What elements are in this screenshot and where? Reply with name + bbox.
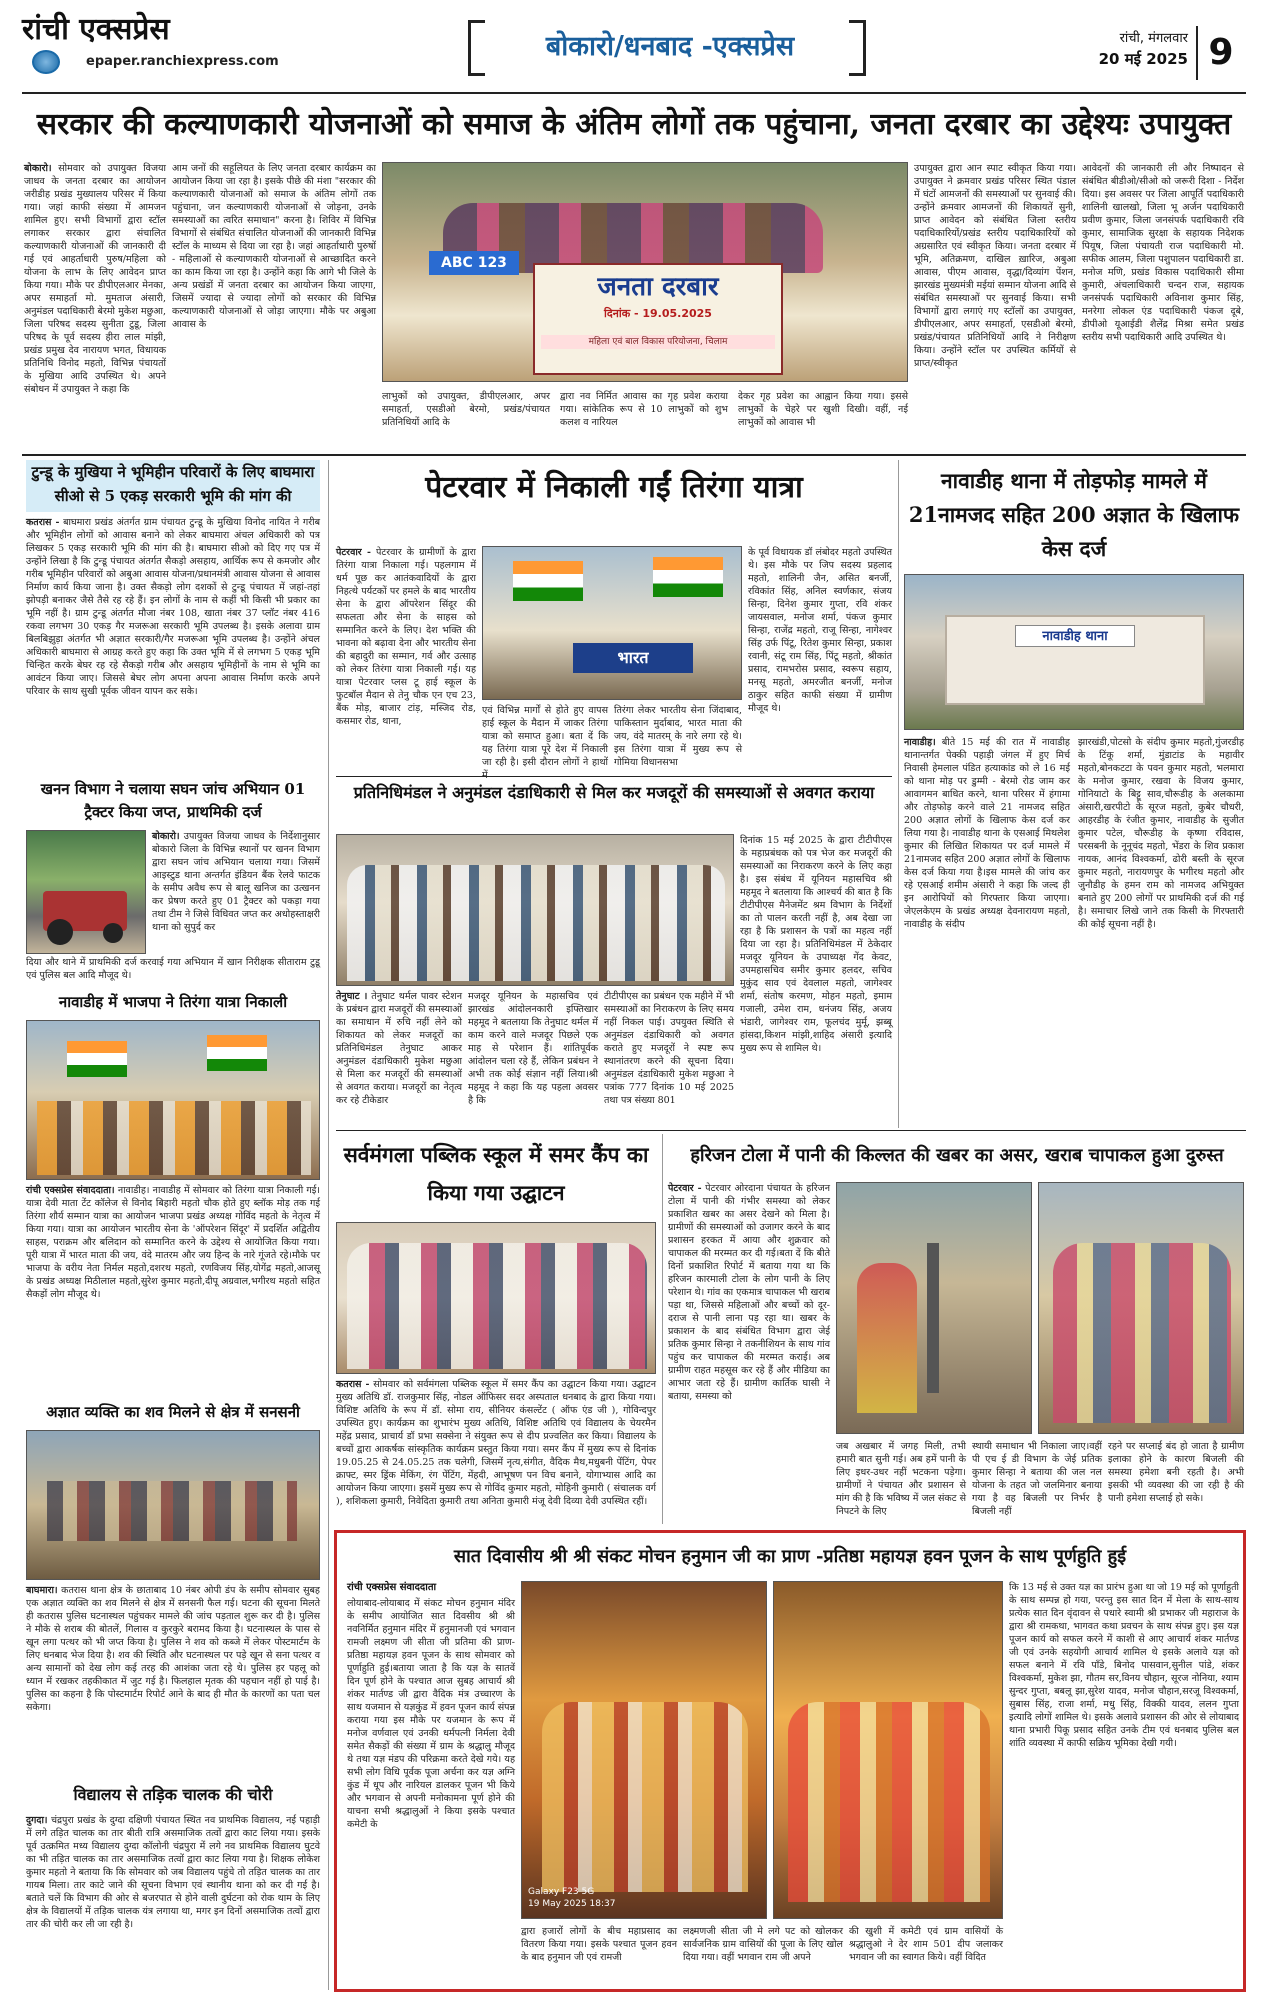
harijan-under-2: स्थायी समाधान भी निकाला जाए।वहीं पी एच ई डी विभाग के जेई प्रतिक कुमार सिन्हा ने बताया की जल नल योजना के तहत जो जलमिनार बनाया गया है वह बिजली पर निर्भर है बिजली नहीं <box>972 1441 1102 1517</box>
shav-photo <box>26 1430 320 1580</box>
tundu-body <box>26 516 320 776</box>
lead-col-4: आवेदनों की जानकारी ली और निष्पादन से संबंधित बीडीओ/सीओ को जरूरी दिशा - निर्देश दिया। इस अवसर पर जिला आपूर्ति पदाधिकारी शालिनी खालखो, जिला भू अर्जन पदाधिकारी प्रवीण कुमार, जिला जनसंपर्क पदाधिकारी रवि कुमार, सामाजिक सुरक्षा के सहायक निदेशक पियूष, जिला पंचायती राज पदाधिकारी मो. सफीक आलम, जिला पशुपालन पदाधिकारी डा. मनोज मणि, प्रखंड विकास पदाधिकारी सीमा कुमारी, अंचलाधिकारी चन्दन राज, सहायक जनसंपर्क पदाधिकारी अविनाश कुमार सिंह, मनरेगा लोकल एंड पदाधिकारी पंकज दूबे, डीपीओ यूआईडी शैलेंद्र मिश्रा समेत प्रखंड स्तरीय सभी पदाधिकारी आदि उपस्थित थे। <box>1082 163 1244 343</box>
section-banner <box>468 20 866 76</box>
left-column <box>22 460 324 1990</box>
navadih-col-1 <box>904 736 1070 1126</box>
sarvamangala-text: सोमवार को सर्वमंगला पब्लिक स्कूल में समर कैंप का उद्घाटन किया गया। उद्घाटन मुख्य अतिथि डॉ. राजकुमार सिंह, नोडल ऑफिसर सदर अस्पताल धनबाद के द्वारा किया गया। विशिष्ट अतिथि के रूप में डॉ. सोमा राय, सीनियर कंसल्टेंट ( ऑफ एंड जी ), गोविन्दपुर उपस्थित हुए। कार्यक्रम का शुभारंभ मुख्य अतिथि, विशिष्ट अतिथि एवं विद्यालय के चेयरमैन महेंद्र प्रसाद, प्राचार्य डॉ प्रभा सक्सेना ने संयुक्त रूप से दीप प्रज्वलित कर किया। विद्यालय के बच्चों द्वारा आकर्षक सांस्कृतिक कार्यक्रम प्रस्तुत किया गया। समर कैंप में मुख्य रूप से दिनांक 19.05.25 से 24.05.25 तक चलेगी, जिसमें नृत्य,संगीत, वैदिक मैथ,मधुबनी पेंटिंग, पेपर क्राफ्ट, स्मर ड्रिंक मेकिंग, रंग पेंटिंग, मेंहदी, आभूषण पन विच बनाने, योगाभ्यास आदि का आयोजन किया जाएगा। इसमें मुख्य रूप से गोविंद कुमार महतो, मोहिनी कुमारी ( संचालक वर्ग ), शशिकला कुमारी, निवेदिता कुमारी तथा अनिता कुमारी मंजू देवी दिव्या देवी उपस्थित रहीं। <box>336 1379 656 1507</box>
shav-crowd <box>47 1481 297 1541</box>
school-headline: विद्यालय से तड़िक चालक की चोरी <box>73 1785 273 1804</box>
harijan-dateline: पेटरवार - <box>668 1183 702 1194</box>
navadih-col-2: झारखंडी,पोटसो के संदीप कुमार महतो,गुंजरडीह के टिंकू शर्मा, मुंडाटांड के महावीर महतो,बोनकटटा के पवन कुमार महतो, भलमारा के मनोज कुमार, रखवा के विजय कुमार, गोनियाटो के बिट्टू साव,चौरूडीह के अलकामा अंसारी,खरपीटो के सूरज महतो, कुबेर चौधरी, आहरडीह के रंजीत कुमार, नावाडीह के सुजीत कुमार पटेल, चौरूडीह के कृष्णा रविदास, परसबनी के नूनूचंद महतो, भेंडरा के शिव प्रकाश नायक, आनंद विश्वकर्मा, ढोरी बस्ती के सूरज कुमार महतो, नारायणपुर के भगीरथ महतो और जुनौडीह के हमन राम को नामजद अभियुक्त बनाते हुए 200 लोगों पर प्राथमिकी दर्ज की गई है। समाचार लिखे जाने तक किसी के गिरफ्तारी की कोई सूचना नहीं है। <box>1078 737 1244 930</box>
hanuman-under-3: की खुशी में कमेटी एवं ग्राम वासियों के श्रद्धालुओ ने देर शाम 501 दीप जलाकर भगवान जी का स्वागत किये। वहीं विदित <box>849 1926 1003 1963</box>
lead-col-3: उपायुक्त द्वारा आन स्पाट स्वीकृत किया गया। उपायुक्त ने क्रमवार प्रखंड परिसर स्थित पंडाल में घंटों आमजनों की समस्याओं पर सुनवाई की। उन्होंने क्रमवार आमजनों की शिकायतें सुनी, प्राप्त आवेदन को संबंधित जिला स्तरीय पदाधिकारियों/प्रखंड स्तरीय पदाधिकारियों को अग्रसारित एवं स्वीकृत किया। जनता दरबार में भूमि, अतिक्रमण, दाखिल ख़ारिज, अबुआ आवास, पीएम आवास, वृद्धा/दिव्यांग पेंशन, झारखंड मुख्यमंत्री मईयां सम्मान योजना आदि से संबंधित समस्याओं पर सुनवाई किया। सभी विभागों द्वारा लगाएं गए स्टॉलों का उपायुक्त, डीपीएलआर, अपर समाहर्ता, एसडीओ बेरमो, प्रखंड/पंचायत प्रतिनिधियों आदि ने निरीक्षण किया। उन्होंने स्टॉल पर उपस्थित कर्मियों से प्राप्त/स्वीकृत <box>914 163 1077 369</box>
hanuman-byline: रांची एक्सप्रेस संवाददाता <box>347 1582 437 1593</box>
issue-city-day: रांची, मंगलवार <box>1119 31 1188 46</box>
mazdoor-col-2: मजदूर यूनियन के महासचिव एवं झारखंड आंदोलनकारी इफ्तिखार महमूद ने बतलाया कि तेनुघाट थर्मल में काम करने वाले मजदूर पिछले एक माह से परेशान हैं। शांतिपूर्वक आंदोलन चला रहे हैं, लेकिन प्रबंधन ने अभी तक कोई संज्ञान नहीं लिया।श्री महमूद ने कहा कि यह पहला अवसर है कि <box>468 991 598 1106</box>
paper-name: रांची एक्सप्रेस <box>22 12 170 47</box>
tiranga-headline: पेटरवार में निकाली गईं तिरंगा यात्रा <box>425 470 803 505</box>
khanan-headline: खनन विभाग ने चलाया सघन जांच अभियान 01 ट्रैक्टर किया जप्त, प्राथमिकी दर्ज <box>40 780 306 821</box>
bjp-body <box>26 1184 320 1392</box>
masthead <box>0 0 1268 92</box>
lead-headline: सरकार की कल्याणकारी योजनाओं को समाज के अंतिम लोगों तक पहुंचाना, जनता दरबार का उद्देश्यः उपायुक्त <box>36 107 1232 142</box>
shav-headline: अज्ञात व्यक्ति का शव मिलने से क्षेत्र में सनसनी <box>46 1403 300 1421</box>
lead-photo <box>382 162 908 382</box>
tiranga-flag-2 <box>653 557 723 597</box>
tiranga-col-1 <box>336 546 476 772</box>
bjp-headline: नावाडीह में भाजपा ने तिरंगा यात्रा निकाली <box>58 993 288 1011</box>
tiranga-col-3: के पूर्व विधायक डॉ लंबोदर महतो उपस्थित थे। इस मौके पर जिप सदस्य प्रहलाद महतो, शालिनी जैन, असित बनर्जी, रविकांत सिंह, अनिल स्वर्णकार, संजय सिन्हा, दिनेश कुमार गुप्ता, रवि शंकर जायसवाल, मनोज शर्मा, पंकज कुमार सिन्हा, राजेंद्र महतो, राजू सिन्हा, नागेश्वर सिंह उर्फ पिंटू, रितेश कुमार सिन्हा, प्रकाश रवानी, संटू राम सिंह, पिंटू महतो, श्रीकांत प्रसाद, रामभरोस प्रसाद, स्वरूप सहाय, मनसू महतो, अमरजीत बनर्जी, मनोज ठाकुर सहित काफी संख्या में ग्रामीण मौजूद थे। <box>748 547 892 714</box>
issue-date: 20 मई 2025 <box>1098 50 1188 68</box>
harijan-handpump <box>927 1243 939 1393</box>
lead-photo-date: दिनांक - 19.05.2025 <box>604 307 712 320</box>
thana-sign: नावाडीह थाना <box>1015 625 1135 647</box>
mazdoor-col-1 <box>336 990 462 1126</box>
lead-photo-sub: महिला एवं बाल विकास परियोजना, चिलाम <box>541 335 775 349</box>
harijan-headline: हरिजन टोला में पानी की किल्लत की खबर का असर, खराब चापाकल हुआ दुरुस्त <box>690 1145 1224 1166</box>
page-number: 9 <box>1196 26 1244 80</box>
khanan-photo <box>26 830 146 954</box>
lead-photo-banner: जनता दरबार <box>597 272 719 302</box>
tiranga-col-1-text: पेटरवार के ग्रामीणों के द्वारा तिरंगा यात्रा निकाला गई। पहलगाम में धर्म पूछ कर आतंकवादियों के द्वारा निहत्थे पर्यटकों पर हमले के बाद भारतीय सेना के द्वारा ऑपरेशन सिंदूर की सफलता और सेना के साहस को सम्मानित करने के लिए। देश भक्ति की भावना को बढ़ावा देना और भारतीय सेना की बहादुरी का सम्मान, गर्व और उत्साह को लेकर तिरंगा यात्रा निकाली गई। यह यात्रा पेटरवार प्लस टू हाई स्कूल के फुटबॉल मैदान से तेनु चौक एन एच 23, बैंक मोड़, बाजार टांड़, मस्जिद रोड, कसमार रोड, थाना, <box>336 547 476 727</box>
sarvamangala-dateline: कतरास - <box>336 1379 370 1390</box>
sarvamangala-group <box>347 1243 647 1369</box>
mazdoor-dateline: तेनुघाट । <box>336 991 368 1002</box>
tundu-dateline: कतरास - <box>26 517 60 528</box>
lead-under-3: देकर गृह प्रवेश का आह्वान किया गया। इससे लाभुकों के चेहरे पर खुशी दिखी। वहीं, नई लाभुकों को आवास भी <box>738 391 908 428</box>
hanuman-under-1: द्वारा हजारों लोगों के बीच महाप्रसाद का वितरण किया गया। इसके पश्चात पूजन हवन के बाद हनुमान जी एवं रामजी <box>521 1926 677 1963</box>
tundu-headline: टुन्डू के मुखिया ने भूमिहीन परिवारों के लिए बाघमारा सीओ से 5 एकड़ सरकारी भूमि की मांग की <box>26 460 320 512</box>
harijan-divider <box>662 1134 663 1524</box>
hanuman-photo-1 <box>521 1581 767 1919</box>
lead-col-1-text: सोमवार को उपायुक्त विजया जाधव के जनता दरबार का आयोजन जरीडीह प्रखंड मुख्यालय परिसर में किया गया। जहां काफी संख्या में आमजन शामिल हुए। सभी विभागों द्वारा स्टॉल लगाकर सरकार द्वारा संचालित कल्याणकारी योजनाओं की जानकारी दी गई एवं आहर्ताधारी पुरुष/महिला को योजना के लाभ के लिए आवेदन प्राप्त किया गया। मौके पर डीपीएलआर मेनका, अपर समाहर्ता मो. मुमताज अंसारी, अनुमंडल पदाधिकारी बेरमो मुकेश मछुआ, जिला परिषद सदस्य सुनीता टुडू, जिला परिषद के पूर्व सदस्य हीरा लाल मांझी, प्रखंड प्रमुख देव नारायण भगत, विधायक प्रतिनिधि विनोद महतो, विभिन्न पंचायतों के मुखिया आदि उपस्थित थे। अपने संबोधन में उपायुक्त ने कहा कि <box>24 163 166 395</box>
mazdoor-headline: प्रतिनिधिमंडल ने अनुमंडल दंडाधिकारी से मिल कर मजदूरों की समस्याओं से अवगत कराया <box>353 783 875 802</box>
hanuman-box <box>334 1530 1246 1992</box>
tiranga-dateline: पेटरवार - <box>336 547 371 558</box>
sarvamangala-body <box>336 1378 656 1522</box>
lead-photo-board <box>533 263 783 375</box>
mazdoor-col-4: दिनांक 15 मई 2025 के द्वारा टीटीपीएस के महाप्रबंधक को पत्र भेज कर मजदूरों की समस्याओं का निराकरण करने के लिए कहा है। इस संबंध में यूनियन महासचिव श्री महमूद ने बतलाया कि आश्चर्य की बात है कि टीटीपीएस मैनेजमेंट श्रम विभाग के निर्देशों का तो पालन करती नहीं है, अब देखा जा रहा है कि प्रशासन के पत्रों का महत्व नहीं दिया जा रहा है। प्रतिनिधिमंडल में ठेकेदार मजदूर यूनियन के उपाध्यक्ष गेंद केवट, उपमहासचिव समीर कुमार हलदर, सचिव मुकुंद साव एवं देवलाल महतो, जागेश्वर शर्मा, संतोष करमण, मोहन महतो, इमाम गजाली, उमेश राम, धनंजय सिंह, अजय भंडारी, जागेश्वर राम, फूलचंद मुर्मू, झब्बू हांसदा,किशन मांझी,शाहिद अंसारी इत्यादि मुख्य रूप से शामिल थे। <box>740 835 892 1054</box>
hanuman-photo-watermark: Galaxy F23 5G 19 May 2025 18:37 <box>528 1887 616 1909</box>
mid-rule <box>336 1130 1246 1131</box>
lead-under-1: लाभुकों को उपायुक्त, डीपीएलआर, अपर समाहर्ता, एसडीओ बेरमो, प्रखंड/पंचायत प्रतिनिधियों आदि के <box>382 391 550 428</box>
left-divider <box>328 460 329 1990</box>
navadih-photo <box>904 574 1244 730</box>
paper-logo <box>22 10 322 80</box>
mazdoor-group <box>347 865 725 981</box>
tractor-wheel <box>47 919 73 945</box>
hanuman-body: लोयाबाद-लोयाबाद में संकट मोचन हनुमान मंदिर के समीप आयोजित सात दिवसीय श्री श्री नवनिर्मित हनुमान मंदिर में हनुमानजी एवं भगवान रामजी लक्ष्मण जी सीता जी प्रतिमा की प्राण-प्रतिष्ठा महायज्ञ हवन पूजन के साथ सोमवार को पूर्णाहुति हुई।बताया जाता है कि यज्ञ के सातवें दिन पूर्ण होने के पश्चात आज सुबह आचार्य श्री शंकर मार्तण्ड जी द्वारा वैदिक मंत्र उच्चारण के साथ यजमान से यज्ञकुंड में हवन पूजन कार्य संपन्न कराया गया इस मौके पर यजमान के रूप में मनोज वर्णवाल एवं उनकी धर्मपत्नी निर्मला देवी समेत सैकड़ों की संख्या में ग्राम के श्रद्धालु मौजूद थे तथा यज्ञ मंडप की परिक्रमा करते देखे गये। यह सभी लोग विधि पूर्वक पूजा अर्चना कर यज्ञ अग्नि कुंड में धूप और नारियल डालकर पूजन भी किये और भगवान से अपनी मनोकामना पूर्ण होने की याचना सभी श्रद्धालुओं ने किया इसके पश्चात कमेटी के <box>347 1598 515 1830</box>
masthead-rule <box>22 92 1246 94</box>
bjp-crowd <box>37 1101 311 1175</box>
tractor-wheel-2 <box>103 923 123 943</box>
mazdoor-top-rule <box>336 776 892 777</box>
harijan-under-3: रहने पर सप्लाई बंद हो जाता है ग्रामीण इलाका होने के कारण बिजली की समस्या हमेशा बनी रहती है। अभी इसकी भी व्यवस्था की जा रही है की पानी हमेशा सप्लाई हो सके। <box>1108 1441 1244 1504</box>
hanuman-under-2: लक्ष्मणजी सीता जी मे लगे पट को खोलकर सार्वजनिक ग्राम वासियों की पूजा के लिए खोल दिया गया। वहीं भगवान राम जी अपने <box>683 1926 843 1963</box>
harijan-women <box>857 1263 917 1413</box>
mazdoor-col-3: टीटीपीएस का प्रबंधन एक महीने में भी समस्याओं का निराकरण के लिए समय नहीं निकल पाई। उपयुक्त स्थिति से अनुमंडल दंडाधिकारी को अवगत कराते हुए मजदूरों ने स्पष्ट रूप स्थानांतरण करने की सूचना दिया। अनुमंडल दंडाधिकारी मुकेश मछुआ ने पत्रांक 777 दिनांक 10 मई 2025 तथा पत्र संख्या 801 <box>604 991 734 1106</box>
tundu-text: बाघमारा प्रखंड अंतर्गत ग्राम पंचायत टुन्डू के मुखिया विनोद नायित ने गरीब और भूमिहीन लोगों को आवास बनाने को लेकर बाघमारा अंचल अधिकारी को पत्र लिखकर 5 एकड़ सरकारी भूमि की मांग की है। बाघमारा सीओ को दिए गए पत्र में उन्होंने लिखा है कि टुन्डू पंचायत अंतर्गत सैकड़ो असहाय, आर्थिक रूप से कमजोर और गरीब भूमिहीन परिवारों को अबुआ आवास योजना/प्रधानमंत्री आवास योजना से आवास निर्माण कार्य किया जाना है। उक्त सैकड़ो लोग दशकों से टुन्डू पंचायत में जहां-तहां झोपड़ी बनाकर जैसे तैसे रह रहे हैं। इन लोगों के नाम से कहीं भी किसी भी प्रकार का भूमि नहीं है। ग्राम टुन्डू अंतर्गत मौजा नंबर 108, खाता नंबर 37 प्लॉट नंबर 416 रकवा लगभग 30 एकड़ गैर मजरूआ सरकारी भूमि उपलब्ध है। इसके अलावा ग्राम बिलबिझुड़ा अंतर्गत भी अज्ञात सरकारी/गैर मजरूआ भूमि उपलब्ध है। उन्होंने अंचल अधिकारी बाघमारा से आग्रह करते हुए कहा कि उक्त भूमि में से लगभग 5 एकड़ भूमि चिन्हित करके बेघर रह रहे सैकड़ो गरीब और असहाय भूमिहीनों के नाम से भूमि का आवंटन किया जाए। जिससे बेघर लोग अपना अपना आवास निर्माण करके अपने परिवार के साथ सुखी पूर्वक जीवन यापन कर सके। <box>26 517 320 697</box>
lead-under-2: द्वारा नव निर्मित आवास का गृह प्रवेश कराया गया। सांकेतिक रूप से 10 लाभुकों को शुभ कलश व नारियल <box>560 391 728 428</box>
shav-dateline: बाघमारा। <box>26 1585 58 1596</box>
mazdoor-photo <box>336 834 734 986</box>
khanan-body-bottom: दिया और थाने में प्राथमिकी दर्ज करवाई गया अभियान में खान निरीक्षक सीताराम टुडू एवं पुलिस बल आदि मौजूद थे। <box>26 957 320 981</box>
navadih-col-1-text: बीते 15 मई की रात में नावाडीह थानान्तर्गत पेक्की पहाड़ी जंगल में हुए मिर्च निवासी हेमलाल पंडित हत्याकांड को ले 16 मई को थाना मोड़ पर डुम्मी - बेरमो रोड जाम कर आवागमन बाधित करने, थाना परिसर में हंगामा और तोड़फोड़ करने वाले 21 नामजद सहित 200 अज्ञात लोगों के खिलाफ केस दर्ज कर लिया गया है। नावाडीह थाना के एसआई मिथलेश कुमार की लिखित शिकायत पर दर्ज मामले में 21नामजद सहित 200 अज्ञात लोगों के खिलाफ केस दर्ज किया गया है।इस मामले की जांच कर रहे एसआई शमीम अंसारी ने कहा कि जल्द ही इन आरोपियों को गिरफ्तार किया जाएगा। जेएलकेएम के प्रखंड अध्यक्ष देवनारायण महतो, नावाडीह के संदीप <box>904 737 1070 930</box>
sarvamangala-photo <box>336 1222 656 1374</box>
lead-col-2: आम जनों की सहूलियत के लिए जनता दरबार कार्यक्रम का आयोजन किया जा रहा है। इसके पीछे की मंशा "सरकार की कल्याणकारी योजनाओं को समाज के अंतिम लोगों तक पहुंचाना, जन कल्याणकारी योजनाओं से जोड़ना, उनके समस्याओं का त्वरित समाधान" करना है। शिविर में विभिन्न विभागों से संबंधित संचालित योजनाओं की जानकारी विभिन्न स्टॉल के माध्यम से दिया जा रहा है। जहां आहर्ताधारी पुरुषों - महिलाओं से कल्याणकारी योजनाओं से आच्छादित करने का काम किया जा रहा है। उन्होंने कहा कि आगे भी जिले के अन्य प्रखंडों में जनता दरबार का आयोजन किया जाएगा, जिसमें ज्यादा से ज्यादा लोगों को सरकार की विभिन्न कल्याणकारी योजनाओं से जोड़ा जाएगा। मौके पर अबुआ आवास के <box>172 163 376 330</box>
school-text: चंद्रपुरा प्रखंड के दुग्दा दक्षिणी पंचायत स्थित नव प्राथमिक विद्यालय, नई पहाड़ी में लगे तड़ित चालक का तार बीती रात्रि असमाजिक तत्वों द्वारा काट लिया गया। इसके पूर्व उत्क्रमित मध्य विद्यालय दुग्दा कॉलोनी चंद्रपुरा में लगे नव प्राथमिक विद्यालय घुटवे का भी तड़ित चालक का तार असमाजिक तत्वों द्वारा काट लिया गया है। शिक्षक लोकेश कुमार महतो ने बताया कि कि सोमवार को जब विद्यालय पहुंचे तो तड़ित चालक का तार गायब मिला। तार काटे जाने की सूचना विभाग एवं स्थानीय थाना को कर दी गई है। बताते चलें कि विभाग की ओर से बजरपात से होने वाली दुर्घटना को रोक थाम के लिए क्षेत्र के विद्यालयों में तड़िक चालक यंत्र लगाया था, मगर इन दिनों असमाजिक तत्वों द्वारा तार की चोरी कर ली जा रही है। <box>26 1815 320 1930</box>
tiranga-photo <box>482 546 742 700</box>
hanuman-col-right: कि 13 मई से उक्त यज्ञ का प्रारंभ हुआ था जो 19 मई को पूर्णाहुती के साथ सम्पन्न हो गया, परन्तु इस सात दिन में मेला के साथ-साथ प्रत्येक सात दिन वृंदावन से पधारे स्वामी श्री प्रभाकर जी महाराज के द्वारा श्री रामकथा, भागवत कथा प्रवचन के साथ संपन्न हुए। इस यज्ञ पूजन कार्य को सफल करने में काशी से आए आचार्य शंकर मार्तण्ड जी एवं उनके सहयोगी आचार्य शामिल थे इसके अलावे यज्ञ को सफल बनाने में रवि पाँडे, बिनोद पासवान,सुनील पांडे, शंकर विश्वकर्मा, मुकेश झा, गौतम सर,विनय चौहान, सूरज नोनिया, श्याम सुन्दर गुप्ता, बबलू झा,सुरेश यादव, मनोज चौहान,सरजू विश्वकर्मा, सुबास सिंह, राजा शर्मा, मधु सिंह, विक्की यादव, ललन गुप्ता इत्यादि लोगों शामिल थे। इसके अलावे प्रशासन की ओर से लोयाबाद थाना प्रभारी पिकू प्रसाद सहित उनके टीम एवं धनबाद पुलिस बल शांति व्यवस्था में काफी सक्रिय भूमिका देखी गयी। <box>1009 1582 1239 1749</box>
bjp-dateline: रांची एक्सप्रेस संवाददाता। <box>26 1185 115 1196</box>
harijan-col-1 <box>668 1182 830 1522</box>
khanan-dateline: बोकारो। <box>152 831 180 842</box>
khanan-body-top <box>152 830 320 954</box>
bjp-photo <box>26 1020 320 1180</box>
hanuman-photo-2 <box>773 1581 1003 1919</box>
harijan-under-1: जब अखबार में जगह मिली, तभी हमारी बात सुनी गई। अब हमें पानी के लिए इधर-उधर नहीं भटकना पड़ेगा। ग्रामीणों ने पंचायत और प्रशासन से मांग की है कि भविष्य में जल संकट से निपटने के लिए <box>836 1441 966 1517</box>
sarvamangala-headline: सर्वमंगला पब्लिक स्कूल में समर कैंप का किया गया उद्घाटन <box>343 1142 649 1205</box>
epaper-url[interactable]: epaper.ranchiexpress.com <box>86 54 279 69</box>
globe-icon <box>32 50 60 74</box>
tiranga-flag <box>513 561 583 601</box>
shav-body <box>26 1584 320 1774</box>
bjp-text: नावाडीह। नावाडीह में सोमवार को तिरंगा यात्रा निकाली गई।यात्रा देवी माता टेंट कॉलेज से विनोद बिहारी महतो चौक होते हुए ब्लॉक मोड़ तक गई तिरंगा शौर्य सम्मान यात्रा का आयोजन भाजपा प्रखंड अध्यक्ष गोविंद महतो के नेतृत्व में किया गया। यात्रा का आयोजन भारतीय सेना के 'ऑपरेशन सिंदूर' में प्रदर्शित अद्वितीय साहस, पराक्रम और बलिदान को सम्मानित करने के उद्देश्य से आयोजित किया गया। पूरी यात्रा में भारत माता की जय, वंदे मातरम और जय हिन्द के नारे गूंजते रहे।मौके पर भाजपा के वरीय नेता निर्मल महतो,दशरथ महतो, रणविजय सिंह,योगेंद्र महतो,आजसू के प्रखंड अध्यक्ष मिठीलाल महतो,सुरेश कुमार महतो,दीपू अग्रवाल,भगीरथ महतो सहित सैकड़ों लोग मौजूद थे। <box>26 1185 320 1300</box>
hanuman-devotees <box>788 1702 990 1902</box>
issue-info <box>1068 30 1188 84</box>
mazdoor-col-1-text: तेनुघाट थर्मल पावर स्टेशन के प्रबंधन द्वारा मजदूरों की समस्याओं का समाधान में रुचि नहीं लेने को शिकायत को लेकर मजदूरों का प्रतिनिधिमंडल तेनुघाट आकर अनुमंडल दंडाधिकारी मुकेश मछुआ से मिला कर मजदूरों की समस्याओं से अवगत कराया। मजदूरों का नेतृत्व कर रहे टीकेडार <box>336 991 462 1106</box>
navadih-dateline: नावाडीह। <box>904 737 936 748</box>
navadih-headline: नावाडीह थाना में तोड़फोड़ मामले में 21नामजद सहित 200 अज्ञात के खिलाफ केस दर्ज <box>908 468 1240 561</box>
navadih-divider <box>898 460 899 1128</box>
harijan-photo-2 <box>1038 1182 1244 1434</box>
harijan-villagers <box>1053 1243 1231 1423</box>
school-body <box>26 1814 320 1990</box>
khanan-text-top: उपायुक्त विजया जाधव के निर्देशानुसार बोकारो जिला के विभिन्न स्थानों पर खनन विभाग द्वारा सघन जांच अभियान चलाया गया। जिसमें आइस्टुड थाना अन्तर्गत इंडियन बैंक रेलवे फाटक के समीप अवैध रूप से बालू खनिज का उत्खनन कर प्रेषण करते हुए 01 ट्रैक्टर को पकड़ा गया तथा टीम ने जिसे विधिवत जप्त कर अधोहस्ताक्षरी थाना को सुपुर्द कर <box>152 831 320 933</box>
flag-shape <box>67 1041 127 1077</box>
tiranga-banner: भारत <box>573 643 693 673</box>
lead-bottom-rule <box>22 454 1246 456</box>
shav-text: कतरास थाना क्षेत्र के छाताबाद 10 नंबर ओपी डंप के समीप सोमवार सुबह एक अज्ञात व्यक्ति का शव मिलने से क्षेत्र में सनसनी फैल गई। घटना की सूचना मिलते ही कतरास पुलिस घटनास्थल पहुंचकर मामले की जांच पड़ताल शुरू कर दी है। पुलिस ने मौके से शराब की बोतलें, गिलास व कुरकुरे बरामद किया है। घटनास्थल के पास से खून लगा पत्थर को भी जप्त किया है। पुलिस ने शव को कब्जे में लेकर पोस्टमार्टम के लिए धनबाद भेज दिया है। शव की स्थिति और घटनास्थल पर पड़े खून से सना पत्थर व अन्य सामानों को देख लोग कई तरह की आशंका जता रहे थे। पुलिस हर पहलू को ध्यान में रखकर तहकीकात में जुट गई है। फिलहाल मृतक की पहचान नहीं हो पाई है। पुलिस का कहना है कि पोस्टमार्टम रिपोर्ट आने के बाद ही मौत के कारणों का पता चल सकेगा। <box>26 1585 320 1713</box>
harijan-col-1-text: पेटरवार ओरदाना पंचायत के हरिजन टोला में पानी की गंभीर समस्या को लेकर प्रकाशित खबर का असर देखने को मिला है। ग्रामीणों की समस्याओं को उजागर करने के बाद प्रशासन हरकत में आया और शुक्रवार को चापाकल की मरम्मत कर दी गई।बता दें कि बीते दिनों प्रकाशित रिपोर्ट में बताया गया था कि हरिजन कारमाली टोला के लोग पानी के लिए परेशान थे। गांव का एकमात्र चापाकल भी खराब पड़ा था, जिससे महिलाओं और बच्चों को दूर-दराज से पानी लाना पड़ रहा था। खबर के प्रकाशन के बाद संबंधित विभाग द्वारा जेई प्रतिक कुमार सिन्हा ने तकनीशियन के साथ गांव पहुंच कर चापाकल की मरम्मत कराई। अब ग्रामीण राहत महसूस कर रहे हैं और मीडिया का आभार जता रहे हैं। ग्रामीण कार्तिक घासी ने बताया, समस्या को <box>668 1183 830 1402</box>
section-title: बोकारो/धनबाद -एक्सप्रेस <box>545 31 795 62</box>
harijan-photo-1 <box>836 1182 1032 1434</box>
hanuman-headline: सात दिवासीय श्री श्री संकट मोचन हनुमान जी का प्राण -प्रतिष्ठा महायज्ञ हवन पूजन के साथ पूर्णहुति हुई <box>453 1546 1127 1567</box>
lead-dateline: बोकारो। <box>24 163 52 174</box>
school-dateline: दुगदा। <box>26 1815 48 1826</box>
lead-photo-tag: ABC 123 <box>429 251 519 275</box>
tiranga-under-1: एवं विभिन्न मार्गों से होते हुए वापस हाई स्कूल के मैदान में जाकर तिरंगा यात्रा को समाप्त हुआ। बता दें कि यह तिरंगा यात्रा पूरे देश में निकाली जा रही है। इसी दौरान लोगों ने हाथों <box>482 705 608 768</box>
hanuman-havan <box>542 1702 748 1892</box>
tiranga-under-2: तिरंगा लेकर भारतीय सेना जिंदाबाद, पाकिस्तान मुर्दाबाद, भारत माता की जय, वंदे मातरम् के नारे लगा रहे थे। इस तिरंगा यात्रा में मुख्य रूप से गोमिया विधानसभा <box>614 705 742 768</box>
lead-col-1 <box>24 162 166 448</box>
flag-shape-2 <box>207 1035 267 1071</box>
